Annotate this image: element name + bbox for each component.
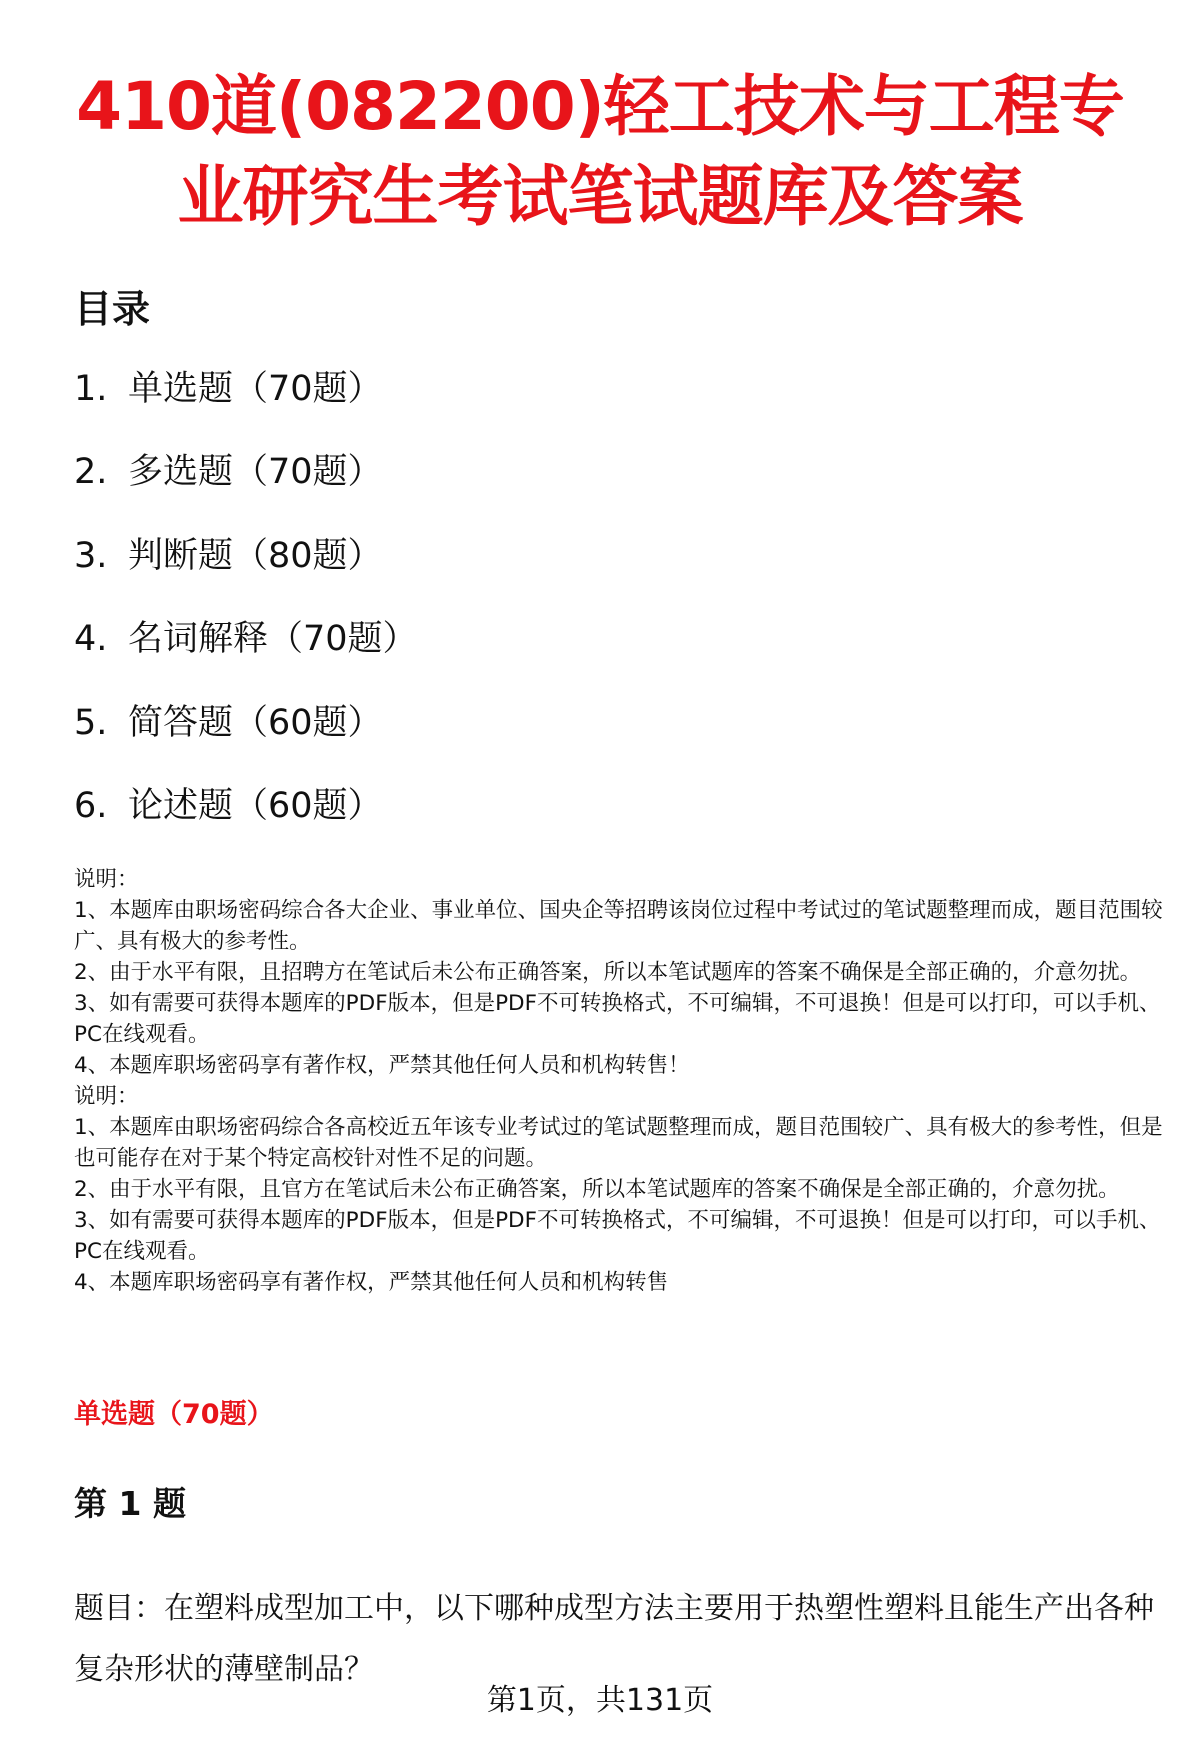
section-heading: 单选题（70题） bbox=[74, 1399, 274, 1430]
toc-item[interactable] bbox=[74, 700, 418, 783]
toc-item-number: 6. bbox=[74, 785, 108, 826]
notes-block bbox=[74, 864, 1164, 1298]
toc-item-label: 多选题（70题） bbox=[128, 452, 383, 493]
note-line: 1、本题库由职场密码综合各高校近五年该专业考试过的笔试题整理而成，题目范围较广、具有极大的参考性，但是也可能存在对于某个特定高校针对性不足的问题。 bbox=[74, 1115, 1163, 1171]
toc-item-number: 4. bbox=[74, 619, 108, 660]
toc-item-number: 2. bbox=[74, 452, 108, 493]
note-line: 2、由于水平有限，且官方在笔试后未公布正确答案，所以本笔试题库的答案不确保是全部正确的，介意勿扰。 bbox=[74, 1177, 1120, 1202]
toc-item-label: 单选题（70题） bbox=[128, 369, 383, 409]
note-line: 1、本题库由职场密码综合各大企业、事业单位、国央企等招聘该岗位过程中考试过的笔试题整理而成，题目范围较广、具有极大的参考性。 bbox=[74, 898, 1163, 954]
toc-item-number: 1. bbox=[74, 369, 108, 409]
toc-item-number: 5. bbox=[74, 702, 108, 743]
toc-heading: 目录 bbox=[74, 287, 151, 331]
toc-item[interactable] bbox=[74, 533, 418, 616]
note-line: 3、如有需要可获得本题库的PDF版本，但是PDF不可转换格式，不可编辑，不可退换！但是可以打印，可以手机、PC在线观看。 bbox=[74, 1208, 1161, 1264]
toc-item[interactable] bbox=[74, 783, 418, 866]
document-title: 410道(082200)轻工技术与工程专业研究生考试笔试题库及答案 bbox=[76, 68, 1124, 235]
toc-item[interactable] bbox=[74, 449, 418, 532]
toc-item-label: 论述题（60题） bbox=[128, 785, 383, 826]
table-of-contents bbox=[74, 366, 418, 866]
toc-item-label: 判断题（80题） bbox=[128, 535, 383, 576]
toc-item[interactable] bbox=[74, 616, 418, 699]
question-text: 题目：在塑料成型加工中，以下哪种成型方法主要用于热塑性塑料且能生产出各种复杂形状的薄壁制品？ bbox=[74, 1591, 1154, 1687]
note-line: 4、本题库职场密码享有著作权，严禁其他任何人员和机构转售！ bbox=[74, 1053, 690, 1078]
note-line: 3、如有需要可获得本题库的PDF版本，但是PDF不可转换格式，不可编辑，不可退换！但是可以打印，可以手机、PC在线观看。 bbox=[74, 991, 1161, 1047]
page-footer: 第1页，共131页 bbox=[486, 1683, 714, 1718]
question-heading: 第 1 题 bbox=[74, 1484, 186, 1523]
notes-heading: 说明： bbox=[74, 1084, 139, 1109]
note-line: 4、本题库职场密码享有著作权，严禁其他任何人员和机构转售 bbox=[74, 1270, 669, 1295]
toc-item-number: 3. bbox=[74, 535, 108, 576]
toc-item-label: 名词解释（70题） bbox=[128, 619, 418, 660]
toc-item[interactable] bbox=[74, 366, 418, 449]
toc-item-label: 简答题（60题） bbox=[128, 702, 383, 743]
notes-heading: 说明： bbox=[74, 867, 139, 892]
note-line: 2、由于水平有限，且招聘方在笔试后未公布正确答案，所以本笔试题库的答案不确保是全部正确的，介意勿扰。 bbox=[74, 960, 1142, 985]
